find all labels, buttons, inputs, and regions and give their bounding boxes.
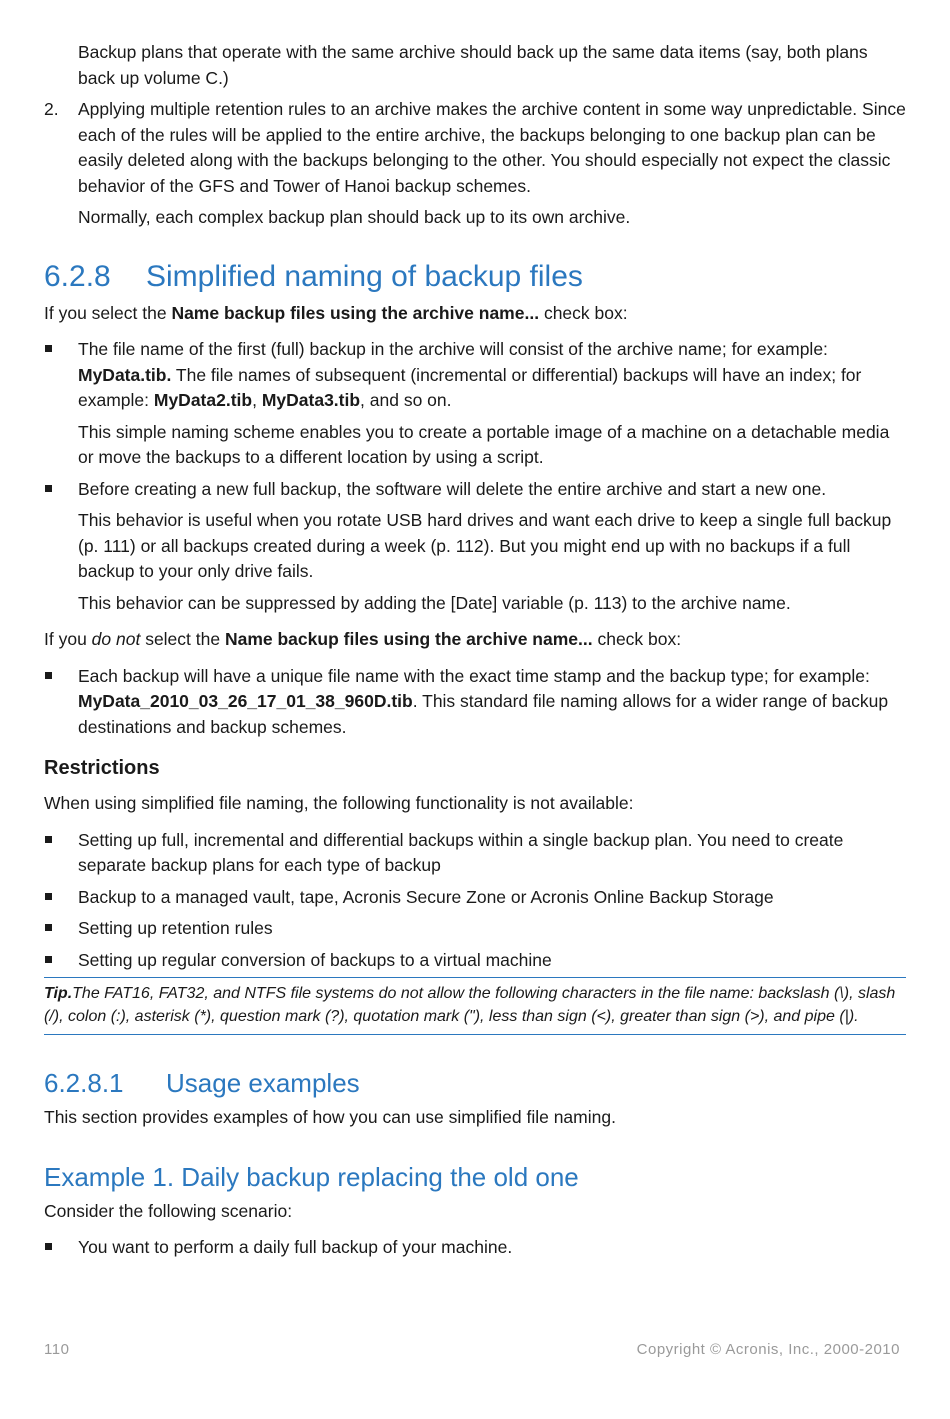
bullet-text: Before creating a new full backup, the software will delete the entire archive and start a new one. [78,478,827,499]
section-heading-628 [44,259,906,295]
bullet-marker [45,1243,52,1250]
restriction-text: Backup to a managed vault, tape, Acronis Secure Zone or Acronis Online Backup Storage [78,886,774,907]
tip-box [44,977,906,1035]
restriction-item [44,885,906,911]
bullet-item-new-full-backup [44,477,906,617]
if-select-paragraph: If you select the Name backup files using the archive name... check box: [44,302,628,323]
example-1-heading: Example 1. Daily backup replacing the old one [44,1161,579,1192]
restriction-text: Setting up retention rules [78,918,273,938]
bullet-subparagraph: This behavior can be suppressed by adding the [Date] variable (p. 113) to the archive name. [78,592,791,613]
bullet-marker [45,893,52,900]
section-number: 6.2.8.1 [44,1068,124,1098]
copyright-notice: Copyright © Acronis, Inc., 2000-2010 [636,1341,900,1358]
checkbox-name: Name backup files using the archive name... [224,629,593,649]
continuation-paragraph: Backup plans that operate with the same archive should back up the same data items (say, both plans back up volume C.) [78,42,868,88]
bullet-item-first-backup [44,337,906,471]
section-number: 6.2.8 [44,259,111,293]
restriction-item [44,828,906,879]
tip-label: Tip. [44,985,73,1002]
if-not-select-paragraph: If you do not select the Name backup files using the archive name... check box: [44,629,682,649]
restriction-item [44,916,906,942]
normally-paragraph: Normally, each complex backup plan should back up to its own archive. [78,207,631,227]
numbered-item-2 [44,97,906,231]
section-title: Usage examples [166,1068,360,1098]
example-1-bullet [44,1235,906,1261]
usage-examples-intro: This section provides examples of how you can use simplified file naming. [44,1107,616,1127]
numbered-item-text: Applying multiple retention rules to an archive makes the archive content in some way unpredictable. Since each of the rules will be applied to the entire archive, the backups belonging to one backup plan can be easily deleted along with the backups belonging to the other. You should especially not expect the classic behavior of the GFS and Tower of Hanoi backup schemes. [78,99,906,196]
tip-text: Tip.The FAT16, FAT32, and NTFS file systems do not allow the following characters in the file name: backslash (\), slash (/), colon (:), asterisk (*), question mark (?), quotation mark ("), less than sign (<), greater than sign (>), and pipe (|). [44,985,896,1025]
document-page [44,40,906,1261]
example-1-bullet-text: You want to perform a daily full backup of your machine. [78,1237,513,1257]
restriction-text: Setting up regular conversion of backups to a virtual machine [78,949,552,970]
bullet-marker [45,956,52,963]
item-number: 2. [44,99,59,119]
bullet-text: Each backup will have a unique file name with the exact time stamp and the backup type; for example: MyData_2010_03_26_17_01_38_960D.tib. This standard file naming allows for a wider range of backup destinations and backup schemes. [78,665,889,737]
example-1-intro: Consider the following scenario: [44,1200,293,1221]
bullet-subparagraph: This simple naming scheme enables you to create a portable image of a machine on a detachable media or move the backups to a different location by using a script. [78,421,890,467]
bullet-item-unique-name [44,664,906,741]
page-number: 110 [44,1341,70,1358]
restriction-text: Setting up full, incremental and differential backups within a single backup plan. You need to create separate backup plans for each type of backup [78,829,844,875]
restrictions-heading: Restrictions [44,757,160,779]
bullet-text: The file name of the first (full) backup in the archive will consist of the archive name; for example: MyData.tib. The file names of subsequent (incremental or differential) backups will have an index; for example: MyData2.tib, MyData3.tib, and so on. [78,339,862,410]
restriction-item [44,948,906,974]
bullet-marker [45,924,52,931]
section-heading-6281 [44,1067,906,1099]
bullet-marker [45,345,52,352]
page-footer [44,1341,900,1358]
section-title: Simplified naming of backup files [146,259,583,293]
bullet-subparagraph: This behavior is useful when you rotate USB hard drives and want each drive to keep a single full backup (p. 111) or all backups created during a week (p. 112). But you might end up with no backups if a full backup to your only drive fails. [78,510,892,581]
checkbox-name: Name backup files using the archive name... [171,302,540,323]
bullet-marker [45,672,52,679]
bullet-marker [45,836,52,843]
restrictions-intro: When using simplified file naming, the following functionality is not available: [44,793,634,813]
bullet-marker [45,485,52,492]
